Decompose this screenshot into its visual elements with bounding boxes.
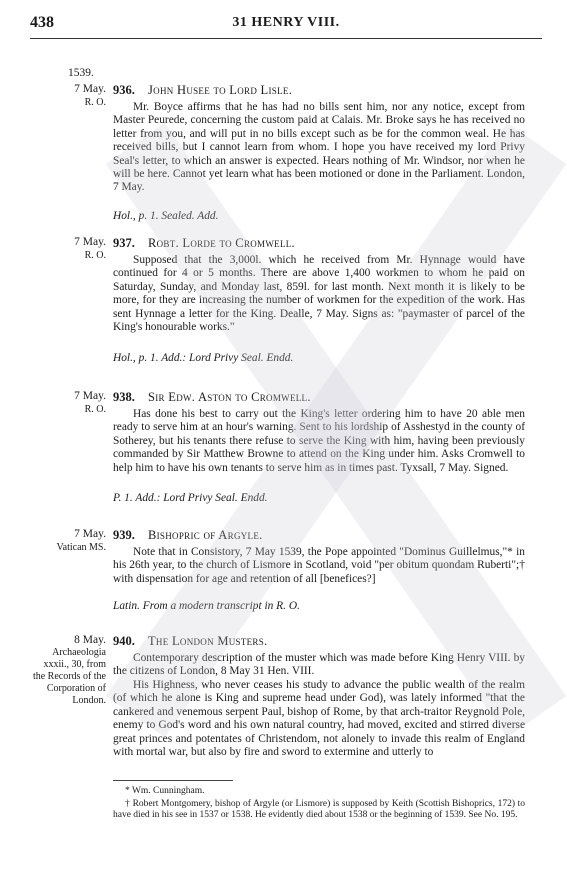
entry-936-body: Mr. Boyce affirms that he has had no bills sent him, nor any notice, except from Master Peurede, concerning the custom paid at Calais. Mr. Broke says he has received no letter from you, and will put in no bills except such as be for the common weal. He has received bills, but I cannot learn from whom. I hope you have received my lord Privy Seal's letter, to which an answer is expected. Hears nothing of Mr. Windsor, nor when he will be here. Cannot yet learn what has been motioned or done in the Parliament. London, 7 May.: [113, 101, 525, 194]
entry-940-heading: [113, 634, 267, 649]
entry-938-margin: [30, 390, 106, 416]
page-number: 438: [30, 14, 54, 31]
entry-936-heading: [113, 83, 292, 98]
entry-number: 940.: [113, 634, 135, 648]
entry-940-body-continued: His Highness, who never ceases his study to advance the public wealth of the realm (of which he alone is King and supreme head under God), was lately informed "that the cankered and venemous serpent Paul, bishop of Rome, by that arch-traitor Reygnold Pole, enemy to God's word and his own natural country, had moved, excited and stirred diverse great princes and potentates of Christendom, not alonely to invade this realm of England with mortal war, but also by fire and sword to extermine and utterly to: [113, 679, 525, 759]
entry-939-body: Note that in Consistory, 7 May 1539, the Pope appointed "Dominus Guillelmus,"* in his 26th year, to the church of Lismore in Scotland, void "per obitum quondam Ruberti";† with dispensation for age and retention of all [benefices?]: [113, 546, 525, 585]
entry-number: 936.: [113, 83, 135, 97]
running-head: 31 HENRY VIII.: [232, 15, 340, 30]
entry-title: The London Musters.: [148, 634, 268, 648]
entry-937-note: Hol., p. 1. Add.: Lord Privy Seal. Endd.: [113, 352, 294, 364]
year-label: 1539.: [68, 67, 94, 79]
entry-937-heading: [113, 236, 295, 251]
entry-title: Bishopric of Argyle.: [148, 528, 263, 542]
entry-number: 938.: [113, 390, 135, 404]
entry-date: 7 May.: [74, 236, 106, 248]
entry-source: R. O.: [84, 97, 106, 108]
entry-936-margin: [30, 83, 106, 109]
entry-title: Sir Edw. Aston to Cromwell.: [148, 390, 311, 404]
entry-936-note: Hol., p. 1. Sealed. Add.: [113, 210, 219, 222]
entry-938-heading: [113, 390, 311, 405]
entry-title: John Husee to Lord Lisle.: [148, 83, 293, 97]
entry-date: 8 May.: [74, 634, 106, 646]
entry-938-body: Has done his best to carry out the King's letter ordering him to have 20 able men ready to serve him at an hour's warning. Sent to his lordship of Asshestyd in the county of Sotherey, but his tenants there refuse to serve the King with him, having been previously commanded by Sir Matthew Browne to attend on the King under him. Asks Cromwell to help him to have his own tenants to serve him as in times past. Tyxsall, 7 May. Signed.: [113, 408, 525, 474]
footnote: † Robert Montgomery, bishop of Argyle (or Lismore) is supposed by Keith (Scottish Bishoprics, 172) to have died in his see in 1537 or 1538. He evidently died about 1538 or the beginning of 1539. See No. 195.: [113, 799, 525, 820]
entry-939-margin: [30, 528, 106, 554]
entry-source: R. O.: [84, 250, 106, 261]
entry-937-body: Supposed that the 3,000l. which he received from Mr. Hynnage would have continued for 4 or 5 months. There are above 1,400 workmen to whom he paid on Saturday, Sunday, and Monday last, 859l. for last month. Next month it is likely to be more, for they are increasing the number of workmen for the expedition of the work. Has sent Hynnage a letter for the King. Dealle, 7 May. Signs as: "paymaster of parcel of the King's honourable works.": [113, 254, 525, 334]
entry-939-note: Latin. From a modern transcript in R. O.: [113, 600, 300, 612]
entry-940-body: Contemporary description of the muster which was made before King Henry VIII. by the citizens of London, 8 May 31 Hen. VIII.: [113, 652, 525, 678]
entry-937-margin: [30, 236, 106, 262]
entry-source: Archaeologia xxxii., 30, from the Records of the Corporation of London.: [32, 647, 106, 706]
entry-source: R. O.: [84, 404, 106, 415]
footnotes: [113, 786, 525, 823]
entry-title: Robt. Lorde to Cromwell.: [148, 236, 295, 250]
entry-938-note: P. 1. Add.: Lord Privy Seal. Endd.: [113, 492, 268, 504]
entry-date: 7 May.: [74, 390, 106, 402]
entry-source: Vatican MS.: [56, 542, 106, 553]
entry-number: 937.: [113, 236, 135, 250]
entry-number: 939.: [113, 528, 135, 542]
page-header: [30, 14, 542, 36]
footnote-rule: [113, 780, 233, 781]
entry-940-margin: [30, 634, 106, 707]
entry-939-heading: [113, 528, 263, 543]
entry-date: 7 May.: [74, 83, 106, 95]
header-rule: [30, 38, 542, 39]
footnote: * Wm. Cunningham.: [125, 786, 205, 796]
entry-date: 7 May.: [74, 528, 106, 540]
